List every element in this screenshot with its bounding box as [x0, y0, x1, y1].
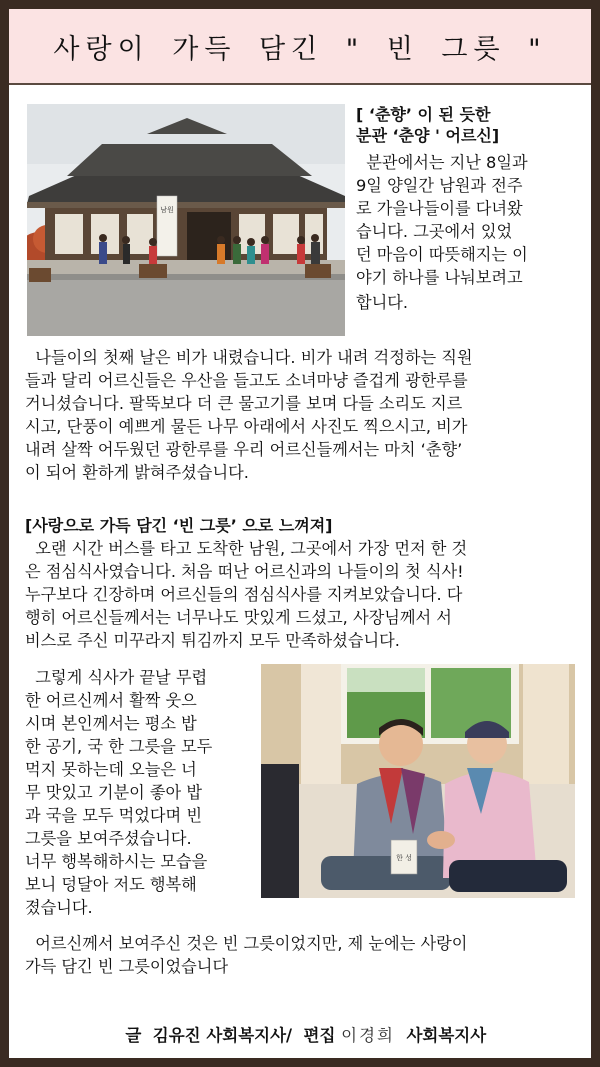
text-line: 보니 덩달아 저도 행복해 [25, 875, 197, 894]
section1-heading-line1: [ ‘춘향’ 이 된 듯한 [356, 105, 491, 124]
editor-name: 이경희 [341, 1026, 395, 1045]
seniors-illustration [261, 664, 575, 898]
text-line: 나들이의 첫째 날은 비가 내렸습니다. 비가 내려 걱정하는 직원 [25, 348, 473, 367]
text-line: 먹지 못하는데 오늘은 너 [25, 760, 197, 779]
editor-title: 사회복지사 [394, 1026, 487, 1045]
building-photo [27, 104, 345, 336]
text-line: 한 어르신께서 활짝 웃으 [25, 691, 197, 710]
title-banner [9, 9, 591, 85]
text-line: 내려 살짝 어두웠던 광한루를 우리 어르신들께서는 마치 ‘춘향’ [25, 440, 463, 459]
text-line: 가득 담긴 빈 그릇이었습니다 [25, 957, 229, 976]
text-line: 분관에서는 지난 8일과 [356, 153, 528, 172]
section1-heading-line2: 분관 ‘춘양 ' 어르신] [356, 126, 500, 145]
text-line: 거니셨습니다. 팔뚝보다 더 큰 물고기를 보며 다들 소리도 지르 [25, 394, 463, 413]
text-line: 비스로 주신 미꾸라지 튀김까지 모두 만족하셨습니다. [25, 631, 400, 650]
text-line: 무 맛있고 기분이 좋아 밥 [25, 783, 202, 802]
banner-text: 남원 [160, 206, 174, 214]
text-line: 습니다. 그곳에서 있었 [356, 222, 513, 241]
text-line: 던 마음이 따뜻해지는 이 [356, 245, 528, 264]
text-line: 누구보다 긴장하며 어르신들의 점심식사를 지켜보았습니다. 다 [25, 585, 463, 604]
text-line: 너무 행복해하시는 모습을 [25, 852, 208, 871]
seniors-photo [261, 664, 575, 898]
text-line: 은 점심식사였습니다. 처음 떠난 어르신과의 나들이의 첫 식사! [25, 562, 464, 581]
text-line: 졌습니다. [25, 898, 93, 917]
text-line: 합니다. [356, 293, 409, 312]
text-line: 오랜 시간 버스를 타고 도착한 남원, 그곳에서 가장 먼저 한 것 [25, 539, 468, 558]
text-line: 들과 달리 어르신들은 우산을 들고도 소녀마냥 즐겁게 광한루를 [25, 371, 468, 390]
text-line: 야기 하나를 나눠보려고 [356, 268, 523, 287]
text-line: 시며 본인께서는 평소 밥 [25, 714, 197, 733]
text-line: 9일 양일간 남원과 전주 [356, 176, 523, 195]
text-line: 한 공기, 국 한 그릇을 모두 [25, 737, 213, 756]
text-line: 그렇게 식사가 끝날 무렵 [25, 668, 208, 687]
credit-line [9, 1003, 591, 1046]
text-line: 어르신께서 보여주신 것은 빈 그릇이었지만, 제 눈에는 사랑이 [25, 934, 468, 953]
author-credit: 글 김유진 사회복지사/ 편집 [125, 1026, 342, 1045]
building-illustration [27, 104, 345, 336]
page-title: 사랑이 가득 담긴 " 빈 그릇 " [53, 33, 547, 65]
text-line: 과 국을 모두 먹었다며 빈 [25, 806, 202, 825]
text-line: 로 가을나들이를 다녀왔 [356, 199, 523, 218]
section2-heading: [사랑으로 가득 담긴 ‘빈 그릇’ 으로 느껴져] [25, 516, 333, 535]
text-line: 행히 어르신들께서는 너무나도 맛있게 드셨고, 사장님께서 서 [25, 608, 452, 627]
card-text: 한 성 [396, 854, 412, 862]
text-line: 그릇을 보여주셨습니다. [25, 829, 192, 848]
text-line: 시고, 단풍이 예쁘게 물든 나무 아래에서 사진도 찍으시고, 비가 [25, 417, 468, 436]
text-line: 이 되어 환하게 밝혀주셨습니다. [25, 463, 249, 482]
